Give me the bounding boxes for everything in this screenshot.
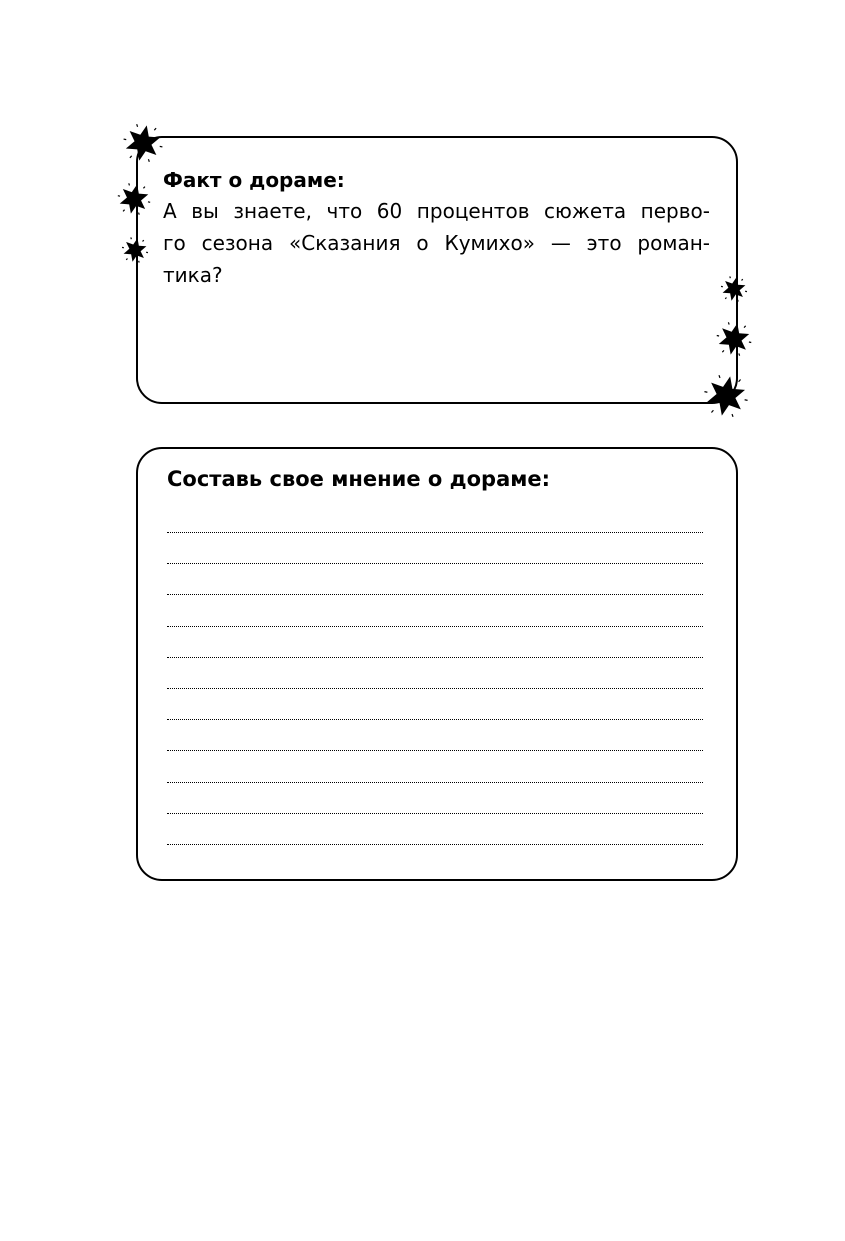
- writing-line: [167, 688, 703, 689]
- fact-box: [136, 136, 738, 404]
- star-icon: [721, 276, 747, 302]
- fact-title: Факт о дораме:: [163, 168, 345, 192]
- fact-line-3: тика?: [163, 263, 223, 287]
- opinion-title: Составь свое мнение о дораме:: [167, 467, 551, 491]
- writing-line: [167, 626, 703, 627]
- opinion-box: [136, 447, 738, 881]
- writing-line: [167, 532, 703, 533]
- star-icon: [717, 322, 751, 356]
- writing-line: [167, 563, 703, 564]
- writing-line: [167, 813, 703, 814]
- star-icon: [118, 183, 150, 215]
- fact-line-1: А вы знаете, что 60 процентов сюжета перво-: [163, 199, 710, 223]
- writing-line: [167, 844, 703, 845]
- writing-line: [167, 719, 703, 720]
- star-icon: [122, 237, 148, 263]
- writing-line: [167, 657, 703, 658]
- fact-line-2: го сезона «Сказания о Кумихо» — это роман-: [163, 231, 710, 255]
- writing-line: [167, 750, 703, 751]
- writing-line: [167, 782, 703, 783]
- star-icon: [124, 124, 162, 162]
- writing-line: [167, 594, 703, 595]
- star-icon: [705, 375, 747, 417]
